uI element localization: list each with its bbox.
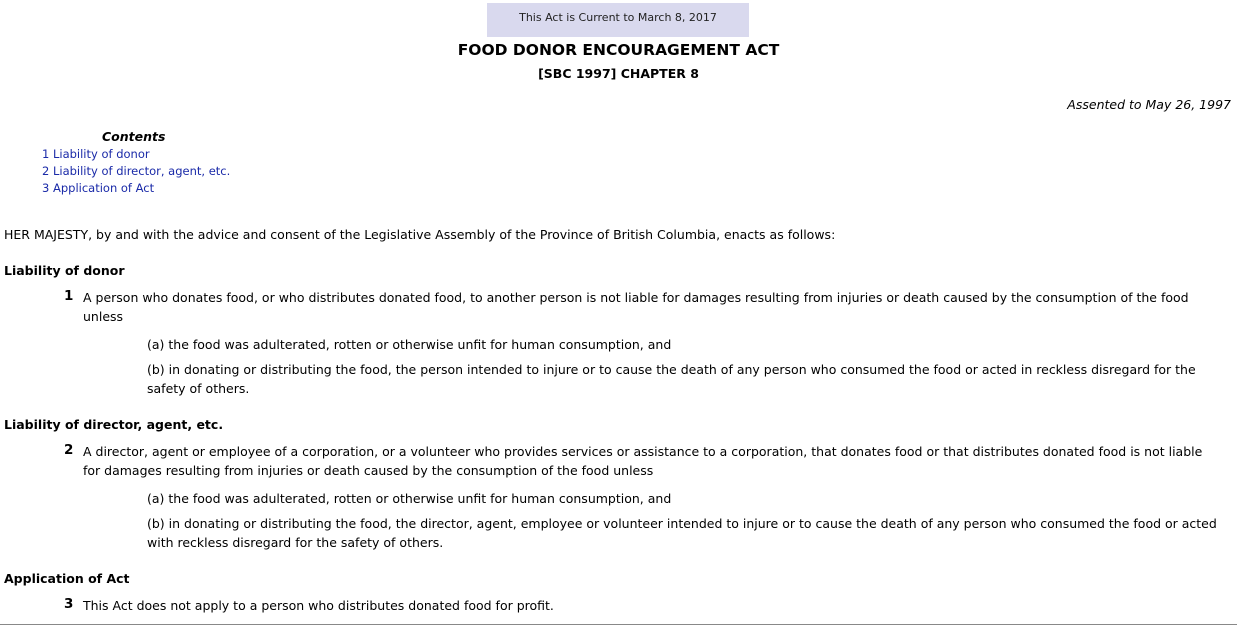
paragraph-a: (a) the food was adulterated, rotten or otherwise unfit for human consumption, and bbox=[147, 337, 672, 352]
paragraph-a: (a) the food was adulterated, rotten or otherwise unfit for human consumption, and bbox=[147, 491, 672, 506]
section-text: A director, agent or employee of a corporation, or a volunteer who provides services or assistance to a corporation, that donates food or that distributes donated food is not liable for damages resulting from injuries or death caused by the consumption of the food unless bbox=[83, 444, 1203, 478]
toc-link-liability-of-donor[interactable]: 1 Liability of donor bbox=[42, 147, 150, 161]
section-number: 3 bbox=[64, 596, 74, 612]
section-text: A person who donates food, or who distributes donated food, to another person is not liable for damages resulting from injuries or death caused by the consumption of the food unless bbox=[83, 290, 1189, 324]
section-number: 1 bbox=[64, 288, 74, 304]
currency-banner: This Act is Current to March 8, 2017 bbox=[487, 3, 749, 37]
paragraph-b: (b) in donating or distributing the food, the director, agent, employee or volunteer intended to injure or to cause the death of any person who consumed the food or acted with reckless disregard for the safety of others. bbox=[147, 516, 1217, 550]
section-text: This Act does not apply to a person who distributes donated food for profit. bbox=[83, 598, 554, 613]
toc-link-liability-of-director[interactable]: 2 Liability of director, agent, etc. bbox=[42, 164, 231, 178]
contents-heading: Contents bbox=[102, 129, 166, 144]
bottom-divider bbox=[0, 624, 1237, 625]
enacting-clause: HER MAJESTY, by and with the advice and consent of the Legislative Assembly of the Province of British Columbia, enacts as follows: bbox=[4, 227, 836, 242]
section-number: 2 bbox=[64, 442, 74, 458]
section-heading-application-of-act: Application of Act bbox=[4, 571, 130, 586]
section-heading-liability-of-director: Liability of director, agent, etc. bbox=[4, 417, 224, 432]
toc-link-application-of-act[interactable]: 3 Application of Act bbox=[42, 181, 155, 195]
section-heading-liability-of-donor: Liability of donor bbox=[4, 263, 125, 278]
paragraph-b: (b) in donating or distributing the food, the person intended to injure or to cause the death of any person who consumed the food or acted in reckless disregard for the safety of others. bbox=[147, 362, 1196, 396]
act-title: FOOD DONOR ENCOURAGEMENT ACT bbox=[457, 41, 780, 59]
assent-date: Assented to May 26, 1997 bbox=[1067, 97, 1231, 112]
chapter-citation: [SBC 1997] CHAPTER 8 bbox=[538, 66, 699, 81]
